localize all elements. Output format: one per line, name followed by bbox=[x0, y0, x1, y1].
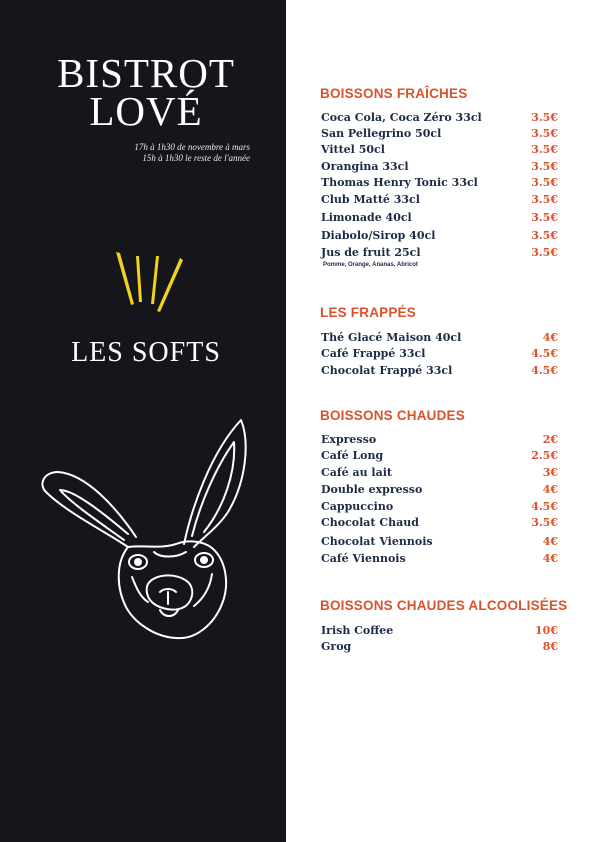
item-price: 10€ bbox=[535, 624, 558, 637]
menu-item bbox=[321, 347, 558, 363]
item-price: 3.5€ bbox=[531, 111, 558, 124]
left-panel bbox=[0, 0, 286, 842]
item-name: Cappuccino bbox=[321, 500, 394, 513]
hours-line-1: 17h à 1h30 de novembre à mars bbox=[134, 142, 250, 152]
item-price: 2€ bbox=[542, 433, 558, 446]
menu-item bbox=[321, 516, 558, 532]
item-name: Diabolo/Sirop 40cl bbox=[321, 229, 436, 242]
menu-item bbox=[321, 331, 558, 347]
category-title-alcoholic-hot-drinks: BOISSONS CHAUDES ALCOOLISÉES bbox=[320, 598, 568, 613]
item-price: 4€ bbox=[542, 483, 558, 496]
item-name: Double expresso bbox=[321, 483, 423, 496]
menu-item bbox=[321, 160, 558, 176]
item-name: Coca Cola, Coca Zéro 33cl bbox=[321, 111, 482, 124]
item-name: Jus de fruit 25cl bbox=[321, 246, 421, 259]
yellow-rays-icon bbox=[108, 252, 188, 318]
item-name: Expresso bbox=[321, 433, 377, 446]
brand-line-1: BISTROT bbox=[57, 50, 235, 96]
item-name: Café Frappé 33cl bbox=[321, 347, 426, 360]
menu-item bbox=[321, 211, 558, 227]
hours-line-2: 15h à 1h30 le reste de l'année bbox=[142, 153, 250, 163]
item-price: 3.5€ bbox=[531, 516, 558, 529]
menu-item bbox=[321, 483, 558, 499]
item-name: Irish Coffee bbox=[321, 624, 394, 637]
item-name: Limonade 40cl bbox=[321, 211, 412, 224]
item-name: Grog bbox=[321, 640, 352, 653]
item-name: Thé Glacé Maison 40cl bbox=[321, 331, 462, 344]
item-price: 4€ bbox=[542, 535, 558, 548]
section-title: LES SOFTS bbox=[71, 337, 221, 368]
menu-item bbox=[321, 111, 558, 127]
item-name: Vittel 50cl bbox=[321, 143, 385, 156]
item-price: 3.5€ bbox=[531, 246, 558, 259]
item-price: 4.5€ bbox=[531, 364, 558, 377]
category-title-cold-drinks: BOISSONS FRAÎCHES bbox=[320, 86, 468, 101]
item-price: 3.5€ bbox=[531, 127, 558, 140]
menu-item bbox=[321, 500, 558, 516]
menu-item bbox=[321, 193, 558, 209]
category-title-hot-drinks: BOISSONS CHAUDES bbox=[320, 408, 465, 423]
item-name: Club Matté 33cl bbox=[321, 193, 420, 206]
item-price: 3.5€ bbox=[531, 160, 558, 173]
menu-item bbox=[321, 176, 558, 192]
menu-item bbox=[321, 229, 558, 245]
item-price: 3.5€ bbox=[531, 211, 558, 224]
item-price: 3€ bbox=[542, 466, 558, 479]
item-price: 8€ bbox=[542, 640, 558, 653]
item-name: Chocolat Chaud bbox=[321, 516, 419, 529]
item-price: 3.5€ bbox=[531, 143, 558, 156]
item-price: 4.5€ bbox=[531, 347, 558, 360]
item-name: Café Long bbox=[321, 449, 384, 462]
item-price: 4.5€ bbox=[531, 500, 558, 513]
menu-item bbox=[321, 640, 558, 656]
menu-item bbox=[321, 364, 558, 380]
item-name: Chocolat Frappé 33cl bbox=[321, 364, 453, 377]
item-name: Orangina 33cl bbox=[321, 160, 409, 173]
item-name: Café au lait bbox=[321, 466, 392, 479]
menu-panel bbox=[286, 0, 595, 842]
item-price: 3.5€ bbox=[531, 229, 558, 242]
brand-line-2: LOVÉ bbox=[89, 88, 203, 134]
item-price: 4€ bbox=[542, 331, 558, 344]
item-name: Café Viennois bbox=[321, 552, 406, 565]
menu-item bbox=[321, 246, 558, 262]
menu-item bbox=[321, 466, 558, 482]
menu-item bbox=[321, 624, 558, 640]
menu-item bbox=[321, 449, 558, 465]
menu-item bbox=[321, 127, 558, 143]
opening-hours bbox=[40, 142, 250, 164]
menu-item bbox=[321, 433, 558, 449]
brand-title bbox=[0, 50, 292, 134]
item-price: 3.5€ bbox=[531, 176, 558, 189]
item-name: Chocolat Viennois bbox=[321, 535, 433, 548]
item-price: 4€ bbox=[542, 552, 558, 565]
item-price: 3.5€ bbox=[531, 193, 558, 206]
item-name: San Pellegrino 50cl bbox=[321, 127, 442, 140]
menu-item bbox=[321, 143, 558, 159]
category-title-frappes: LES FRAPPÉS bbox=[320, 305, 416, 320]
item-note: Pomme, Orange, Ananas, Abricot bbox=[323, 262, 418, 268]
rabbit-head-illustration bbox=[36, 412, 262, 657]
item-name: Thomas Henry Tonic 33cl bbox=[321, 176, 478, 189]
menu-item bbox=[321, 535, 558, 551]
menu-item bbox=[321, 552, 558, 568]
item-price: 2.5€ bbox=[531, 449, 558, 462]
